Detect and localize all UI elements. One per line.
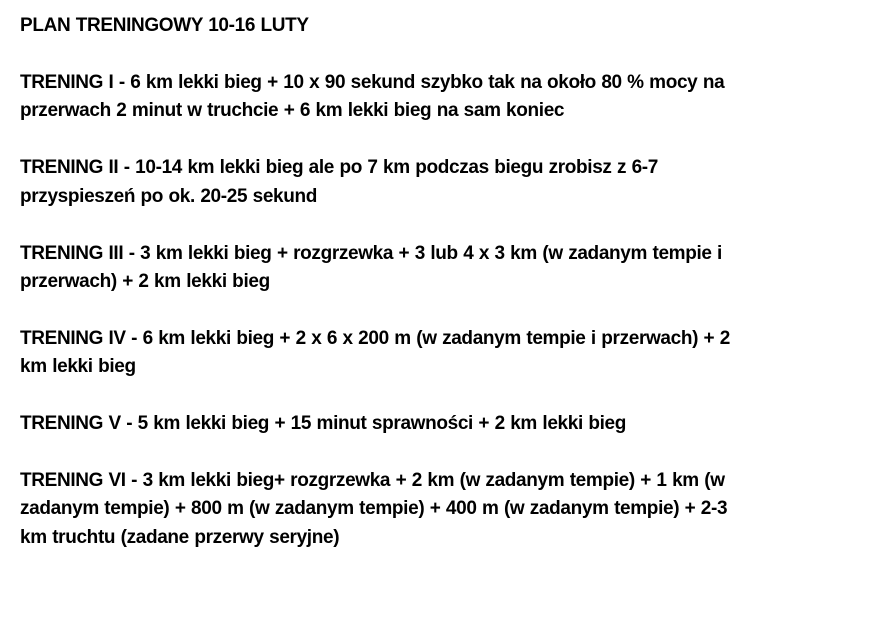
training-5 bbox=[20, 410, 730, 438]
training-1 bbox=[20, 69, 730, 126]
document-title: PLAN TRENINGOWY 10-16 LUTY bbox=[20, 15, 309, 36]
training-line: przyspieszeń po ok. 20-25 sekund bbox=[20, 185, 318, 207]
training-line: TRENING VI - 3 km lekki bieg+ rozgrzewka + 2 km (w zadanym tempie) + 1 km (w bbox=[20, 470, 725, 491]
training-line: przerwach) + 2 km lekki bieg bbox=[20, 270, 270, 292]
training-line: TRENING I - 6 km lekki bieg + 10 x 90 sekund szybko tak na około 80 % mocy na bbox=[20, 71, 725, 93]
training-6 bbox=[20, 467, 730, 552]
training-line: TRENING III - 3 km lekki bieg + rozgrzewka + 3 lub 4 x 3 km (w zadanym tempie i bbox=[20, 242, 722, 264]
training-line: TRENING IV - 6 km lekki bieg + 2 x 6 x 200 m (w zadanym tempie i przerwach) + 2 bbox=[20, 327, 730, 349]
training-4 bbox=[20, 325, 730, 382]
spacer bbox=[20, 40, 730, 68]
spacer bbox=[20, 382, 730, 410]
training-line: TRENING II - 10-14 km lekki bieg ale po 7 km podczas biegu zrobisz z 6-7 bbox=[20, 157, 658, 179]
training-line: km lekki bieg bbox=[20, 356, 136, 378]
spacer bbox=[20, 439, 730, 467]
spacer bbox=[20, 126, 730, 154]
training-2 bbox=[20, 154, 730, 211]
training-line: TRENING V - 5 km lekki bieg + 15 minut sprawności + 2 km lekki bieg bbox=[20, 413, 626, 435]
document bbox=[20, 12, 730, 552]
training-line: przerwach 2 minut w truchcie + 6 km lekki bieg na sam koniec bbox=[20, 100, 565, 122]
training-line: zadanym tempie) + 800 m (w zadanym tempie) + 400 m (w zadanym tempie) + 2-3 bbox=[20, 498, 728, 520]
spacer bbox=[20, 211, 730, 239]
training-line: km truchtu (zadane przerwy seryjne) bbox=[20, 526, 340, 548]
training-3 bbox=[20, 240, 730, 297]
spacer bbox=[20, 296, 730, 324]
